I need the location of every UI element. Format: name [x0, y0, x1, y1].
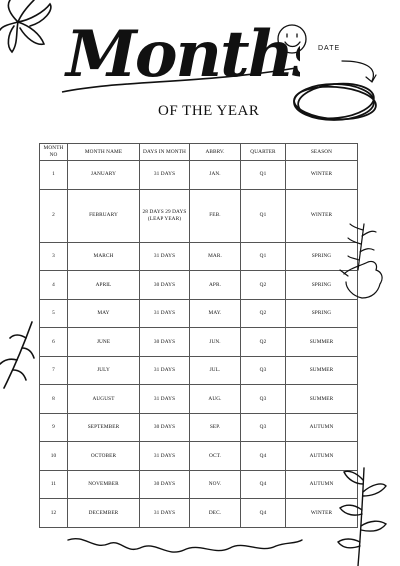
cell-quarter: Q4: [241, 499, 286, 528]
cell-abbrv: MAR.: [190, 242, 241, 271]
leaf-sprig-icon: [0, 318, 36, 390]
cell-no: 8: [40, 385, 68, 414]
cell-abbrv: JUL.: [190, 356, 241, 385]
cell-quarter: Q1: [241, 242, 286, 271]
cell-no: 5: [40, 299, 68, 328]
cell-name: MAY: [68, 299, 140, 328]
oval-scribble-icon: [290, 78, 382, 126]
header-season: SEASON: [286, 144, 358, 161]
cell-season: AUTUMN: [286, 413, 358, 442]
cell-abbrv: OCT.: [190, 442, 241, 471]
header-days: DAYS IN MONTH: [140, 144, 190, 161]
cell-no: 4: [40, 271, 68, 300]
table-row: [40, 328, 358, 357]
cell-no: 6: [40, 328, 68, 357]
table-row: [40, 385, 358, 414]
page-title: [60, 10, 300, 100]
cell-no: 9: [40, 413, 68, 442]
cell-name: OCTOBER: [68, 442, 140, 471]
cell-abbrv: DEC.: [190, 499, 241, 528]
cell-days: 31 DAYS: [140, 299, 190, 328]
cell-quarter: Q2: [241, 328, 286, 357]
cell-season: SUMMER: [286, 385, 358, 414]
cell-days: 31 DAYS: [140, 499, 190, 528]
cell-no: 11: [40, 470, 68, 499]
table-row: [40, 242, 358, 271]
cell-name: MARCH: [68, 242, 140, 271]
cell-season: WINTER: [286, 499, 358, 528]
cell-days: 28 DAYS 29 DAYS (LEAP YEAR): [140, 189, 190, 242]
cell-quarter: Q4: [241, 470, 286, 499]
cell-name: DECEMBER: [68, 499, 140, 528]
cell-days: 30 DAYS: [140, 271, 190, 300]
cell-no: 3: [40, 242, 68, 271]
cell-abbrv: NOV.: [190, 470, 241, 499]
cell-abbrv: FEB.: [190, 189, 241, 242]
cell-season: SPRING: [286, 299, 358, 328]
cell-no: 1: [40, 161, 68, 190]
hand-with-leaf-icon: [338, 220, 388, 302]
cell-quarter: Q4: [241, 442, 286, 471]
cell-name: SEPTEMBER: [68, 413, 140, 442]
cell-quarter: Q1: [241, 189, 286, 242]
cell-quarter: Q3: [241, 385, 286, 414]
header-abbrv: ABBRV.: [190, 144, 241, 161]
table-row: [40, 470, 358, 499]
cell-season: WINTER: [286, 161, 358, 190]
cell-days: 31 DAYS: [140, 161, 190, 190]
cell-name: AUGUST: [68, 385, 140, 414]
cell-season: AUTUMN: [286, 470, 358, 499]
cell-days: 30 DAYS: [140, 413, 190, 442]
cell-season: SUMMER: [286, 356, 358, 385]
table-row: [40, 442, 358, 471]
header-month-no: MONTH NO: [40, 144, 68, 161]
cell-days: 31 DAYS: [140, 442, 190, 471]
cell-days: 31 DAYS: [140, 242, 190, 271]
cell-name: APRIL: [68, 271, 140, 300]
cell-season: SPRING: [286, 242, 358, 271]
flower-icon: [0, 0, 62, 58]
cell-quarter: Q2: [241, 271, 286, 300]
header-month-name: MONTH NAME: [68, 144, 140, 161]
cell-abbrv: JUN.: [190, 328, 241, 357]
cell-quarter: Q3: [241, 413, 286, 442]
cell-no: 2: [40, 189, 68, 242]
cell-season: SUMMER: [286, 328, 358, 357]
cell-name: NOVEMBER: [68, 470, 140, 499]
cell-days: 31 DAYS: [140, 385, 190, 414]
table-row: [40, 299, 358, 328]
cell-days: 30 DAYS: [140, 470, 190, 499]
table-row: [40, 271, 358, 300]
cell-abbrv: MAY.: [190, 299, 241, 328]
cell-name: JUNE: [68, 328, 140, 357]
table-row: [40, 161, 358, 190]
date-label: DATE: [318, 45, 341, 52]
cell-no: 12: [40, 499, 68, 528]
table-row: [40, 356, 358, 385]
cell-no: 10: [40, 442, 68, 471]
squiggle-icon: [64, 528, 304, 562]
cell-season: SPRING: [286, 271, 358, 300]
cell-days: 31 DAYS: [140, 356, 190, 385]
cell-quarter: Q1: [241, 161, 286, 190]
header-quarter: QUARTER: [241, 144, 286, 161]
page-subtitle: OF THE YEAR: [158, 103, 260, 119]
cell-name: FEBRUARY: [68, 189, 140, 242]
cell-abbrv: AUG.: [190, 385, 241, 414]
smiley-icon: [275, 22, 309, 56]
table-row: [40, 413, 358, 442]
cell-abbrv: APR.: [190, 271, 241, 300]
cell-quarter: Q3: [241, 356, 286, 385]
cell-no: 7: [40, 356, 68, 385]
table-row: [40, 189, 358, 242]
cell-name: JANUARY: [68, 161, 140, 190]
cell-name: JULY: [68, 356, 140, 385]
cell-season: AUTUMN: [286, 442, 358, 471]
months-table: [39, 143, 357, 528]
cell-days: 30 DAYS: [140, 328, 190, 357]
table-row: [40, 499, 358, 528]
cell-quarter: Q2: [241, 299, 286, 328]
title-text: Month: [66, 17, 293, 92]
cell-season: WINTER: [286, 189, 358, 242]
cell-abbrv: SEP.: [190, 413, 241, 442]
table-header-row: [40, 144, 358, 161]
branch-icon: [336, 462, 396, 566]
cell-abbrv: JAN.: [190, 161, 241, 190]
